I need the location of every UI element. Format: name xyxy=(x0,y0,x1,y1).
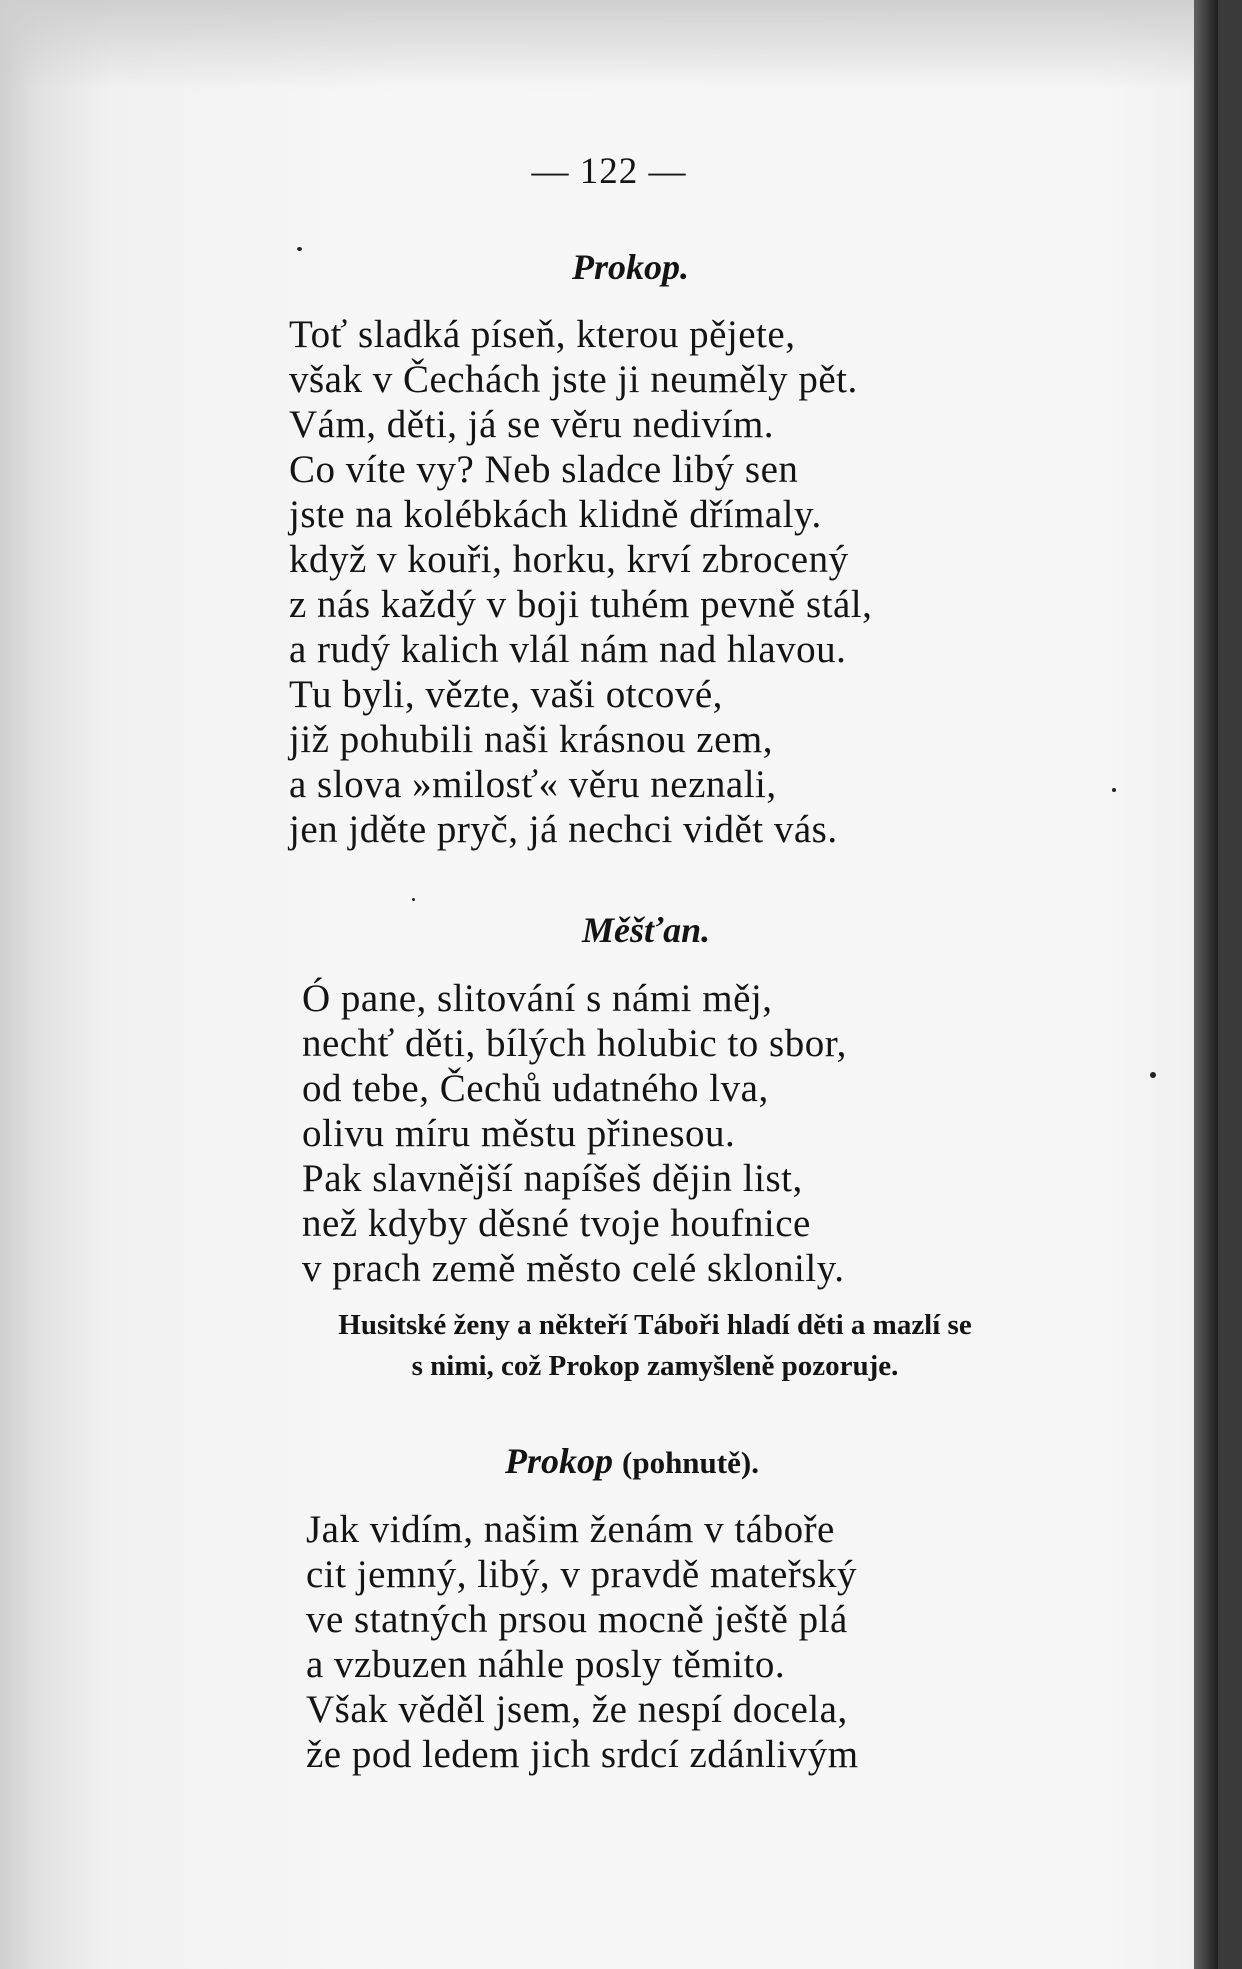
verse-line: cit jemný, libý, v pravdě mateřský xyxy=(306,1553,857,1596)
speaker-name: Prokop. xyxy=(572,247,689,287)
verse-line: když v kouři, horku, krví zbrocený xyxy=(289,538,849,581)
stage-direction-line: s nimi, což Prokop zamyšleně pozoruje. xyxy=(411,1350,899,1382)
verse-line: a slova »milosť« věru neznali, xyxy=(289,763,777,806)
verse-line: nechť děti, bílých holubic to sbor, xyxy=(302,1022,847,1065)
verse-line: však v Čechách jste ji neuměly pět. xyxy=(289,358,858,401)
verse-line: v prach země město celé sklonily. xyxy=(302,1247,845,1290)
verse-line: Tu byli, vězte, vaši otcové, xyxy=(289,673,723,716)
stage-direction xyxy=(190,1305,1120,1387)
verse-line: olivu míru městu přinesou. xyxy=(302,1112,736,1155)
verse-line: jen jděte pryč, já nechci vidět vás. xyxy=(289,808,838,851)
ink-speck xyxy=(297,247,302,251)
verse-line: a vzbuzen náhle posly těmito. xyxy=(306,1643,786,1686)
verse-line: Však věděl jsem, že nespí docela, xyxy=(306,1688,848,1731)
scan-noise xyxy=(0,0,1218,90)
verse-line: Ó pane, slitování s námi měj, xyxy=(302,977,773,1020)
verse-line: od tebe, Čechů udatného lva, xyxy=(302,1067,769,1110)
verse-line: Jak vidím, našim ženám v táboře xyxy=(306,1508,835,1551)
speaker-name: Měšťan. xyxy=(582,910,711,950)
verse-block xyxy=(289,312,872,852)
speaker-label: Prokop xyxy=(505,1441,613,1481)
speaker-note: (pohnutě). xyxy=(622,1445,759,1480)
verse-block xyxy=(302,976,847,1291)
verse-line: Toť sladká píseň, kterou pějete, xyxy=(289,313,796,356)
ink-speck xyxy=(412,898,415,901)
verse-line: z nás každý v boji tuhém pevně stál, xyxy=(289,583,873,626)
verse-line: ve statných prsou mocně ještě plá xyxy=(306,1598,848,1641)
verse-line: Vám, děti, já se věru nedivím. xyxy=(289,403,775,446)
verse-line: Pak slavnější napíšeš dějin list, xyxy=(302,1157,803,1200)
verse-line: než kdyby děsné tvoje houfnice xyxy=(302,1202,811,1245)
verse-line: Co víte vy? Neb sladce libý sen xyxy=(289,448,799,491)
page-edge-shadow xyxy=(1194,0,1218,1969)
stage-direction-line: Husitské ženy a někteří Táboři hladí děti a mazlí se xyxy=(338,1309,972,1341)
speaker-name xyxy=(505,1440,759,1482)
ink-speck xyxy=(1150,1072,1156,1078)
verse-line: a rudý kalich vlál nám nad hlavou. xyxy=(289,628,847,671)
ink-speck xyxy=(1112,788,1116,792)
verse-line: jste na kolébkách klidně dřímaly. xyxy=(289,493,822,536)
verse-line: že pod ledem jich srdcí zdánlivým xyxy=(306,1733,859,1776)
verse-block xyxy=(306,1507,859,1777)
verse-line: již pohubili naši krásnou zem, xyxy=(289,718,773,761)
page-number: — 122 — xyxy=(531,151,687,192)
